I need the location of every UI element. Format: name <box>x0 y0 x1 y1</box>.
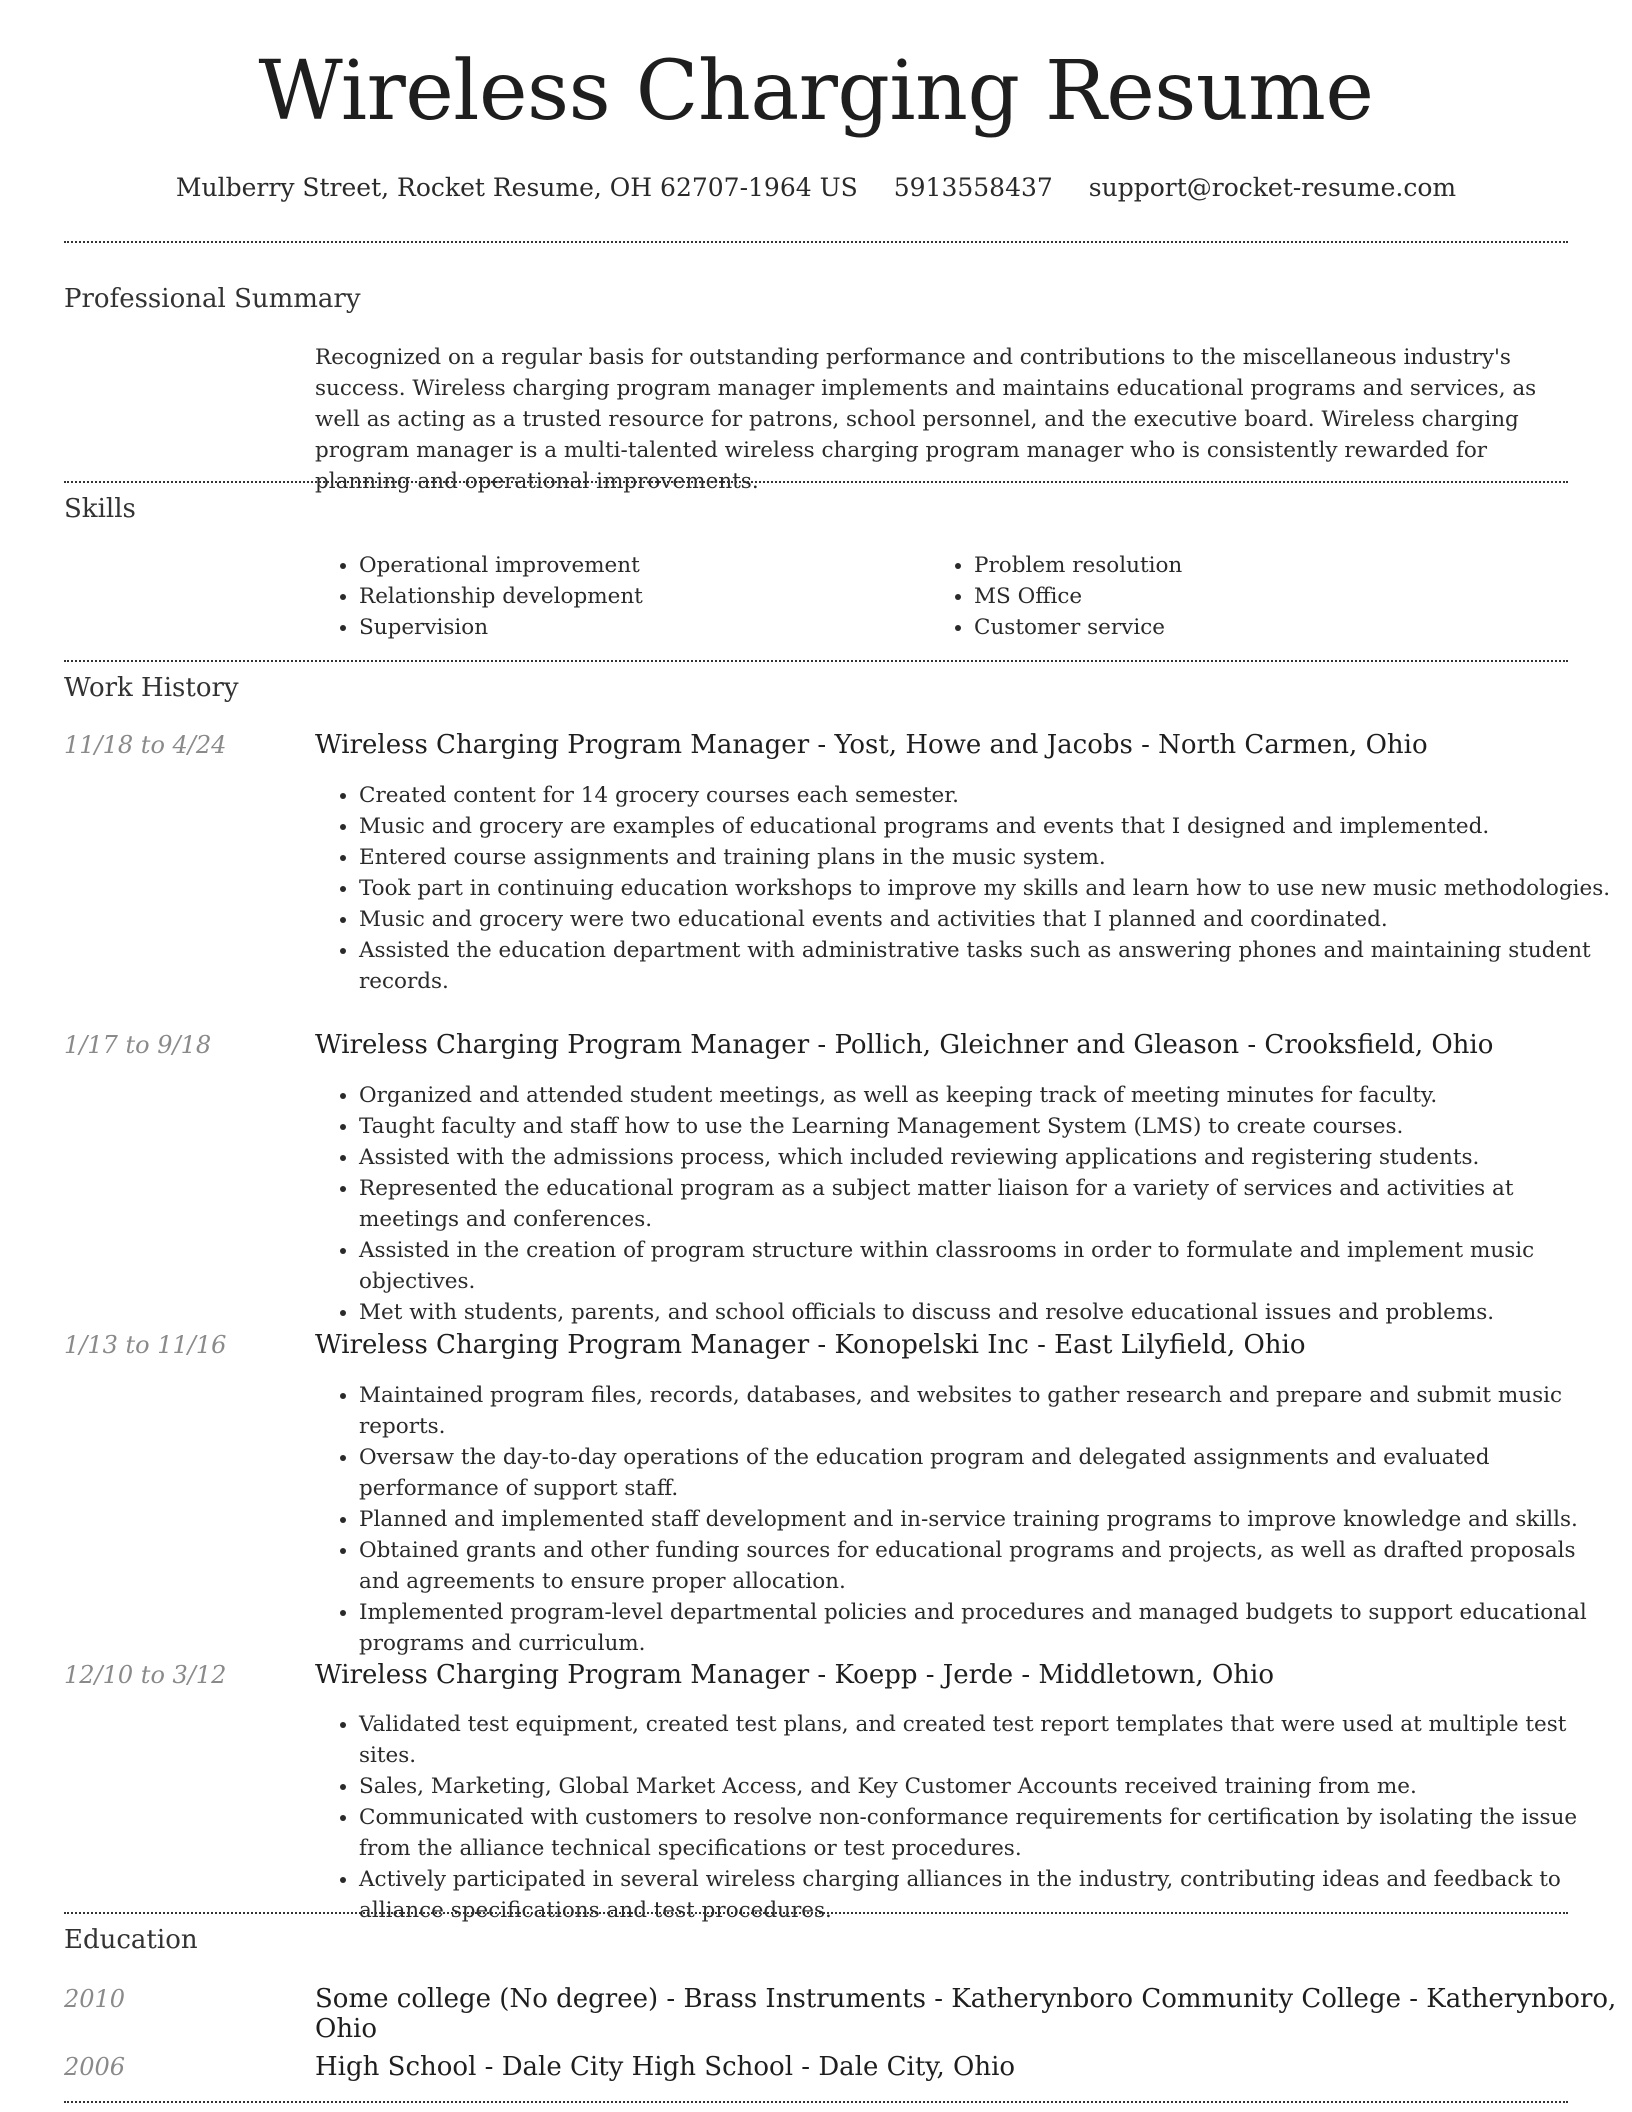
contact-address: Mulberry Street, Rocket Resume, OH 62707-1964 US <box>175 173 858 202</box>
job-title: Wireless Charging Program Manager - Koepp - Jerde - Middletown, Ohio <box>315 1660 1274 1690</box>
section-title-work: Work History <box>64 673 239 703</box>
list-item: • Maintained program files, records, databases, and websites to gather research and prepare and submit music reports. <box>359 1380 1611 1442</box>
list-item: • Communicated with customers to resolve non-conformance requirements for certification by isolating the issue from the alliance technical specifications or test procedures. <box>359 1802 1611 1864</box>
list-item: • Taught faculty and staff how to use the Learning Management System (LMS) to create courses. <box>359 1111 1611 1142</box>
list-item: • Met with students, parents, and school officials to discuss and resolve educational issues and problems. <box>359 1297 1611 1328</box>
job-dates: 12/10 to 3/12 <box>64 1661 227 1689</box>
education-entry: High School - Dale City High School - Dale City, Ohio <box>315 2052 1016 2082</box>
job-title: Wireless Charging Program Manager - Konopelski Inc - East Lilyfield, Ohio <box>315 1330 1306 1360</box>
skills-list-right <box>930 550 1574 643</box>
education-year: 2010 <box>64 1985 126 2013</box>
job-bullets <box>315 1709 1611 1926</box>
divider <box>64 2101 1568 2103</box>
skill-item: • Supervision <box>359 612 919 643</box>
list-item: • Took part in continuing education workshops to improve my skills and learn how to use new music methodologies. <box>359 873 1611 904</box>
list-item: • Assisted in the creation of program structure within classrooms in order to formulate and implement music objectives. <box>359 1235 1611 1297</box>
list-item: • Oversaw the day-to-day operations of the education program and delegated assignments and evaluated performance of support staff. <box>359 1442 1611 1504</box>
education-year: 2006 <box>64 2053 126 2081</box>
job-title: Wireless Charging Program Manager - Yost, Howe and Jacobs - North Carmen, Ohio <box>315 730 1428 760</box>
list-item: • Represented the educational program as a subject matter liaison for a variety of services and activities at meetings and conferences. <box>359 1173 1611 1235</box>
list-item: • Actively participated in several wireless charging alliances in the industry, contributing ideas and feedback to alliance specifications and test procedures. <box>359 1864 1611 1926</box>
divider <box>64 241 1568 243</box>
section-title-education: Education <box>64 1925 198 1955</box>
page-title: Wireless Charging Resume <box>258 44 1374 139</box>
divider <box>64 1912 1568 1914</box>
skill-item: • Problem resolution <box>974 550 1574 581</box>
list-item: • Organized and attended student meetings, as well as keeping track of meeting minutes for faculty. <box>359 1080 1611 1111</box>
summary-text: Recognized on a regular basis for outstanding performance and contributions to the miscellaneous industry's success. Wireless charging program manager implements and maintains educational programs and services, as well as acting as a trusted resource for patrons, school personnel, and the executive board. Wireless charging program manager is a multi-talented wireless charging program manager who is consistently rewarded for planning and operational improvements. <box>315 345 1537 494</box>
skills-list-left <box>315 550 919 643</box>
list-item: • Obtained grants and other funding sources for educational programs and projects, as well as drafted proposals and agreements to ensure proper allocation. <box>359 1535 1611 1597</box>
list-item: • Music and grocery were two educational events and activities that I planned and coordinated. <box>359 904 1611 935</box>
list-item: • Assisted the education department with administrative tasks such as answering phones and maintaining student records. <box>359 935 1611 997</box>
list-item: • Created content for 14 grocery courses each semester. <box>359 780 1611 811</box>
list-item: • Entered course assignments and training plans in the music system. <box>359 842 1611 873</box>
list-item: • Sales, Marketing, Global Market Access, and Key Customer Accounts received training from me. <box>359 1771 1611 1802</box>
list-item: • Implemented program-level departmental policies and procedures and managed budgets to support educational programs and curriculum. <box>359 1597 1611 1659</box>
job-bullets <box>315 1080 1611 1328</box>
skill-item: • Customer service <box>974 612 1574 643</box>
contact-email: support@rocket-resume.com <box>1088 173 1457 202</box>
section-title-skills: Skills <box>64 494 136 524</box>
job-bullets <box>315 780 1611 997</box>
divider <box>64 481 1568 483</box>
job-dates: 1/17 to 9/18 <box>64 1031 212 1059</box>
section-title-summary: Professional Summary <box>64 284 361 314</box>
list-item: • Music and grocery are examples of educational programs and events that I designed and implemented. <box>359 811 1611 842</box>
job-dates: 1/13 to 11/16 <box>64 1331 227 1359</box>
contact-phone: 5913558437 <box>893 173 1053 202</box>
list-item: • Validated test equipment, created test plans, and created test report templates that were used at multiple test sites. <box>359 1709 1611 1771</box>
skill-item: • Relationship development <box>359 581 919 612</box>
contact-line <box>0 173 1632 202</box>
job-title: Wireless Charging Program Manager - Pollich, Gleichner and Gleason - Crooksfield, Ohio <box>315 1030 1494 1060</box>
list-item: • Planned and implemented staff development and in-service training programs to improve knowledge and skills. <box>359 1504 1611 1535</box>
divider <box>64 660 1568 662</box>
education-entry: Some college (No degree) - Brass Instruments - Katherynboro Community College - Katherynboro, Ohio <box>315 1984 1617 2044</box>
skill-item: • Operational improvement <box>359 550 919 581</box>
job-bullets <box>315 1380 1611 1659</box>
job-dates: 11/18 to 4/24 <box>64 731 227 759</box>
list-item: • Assisted with the admissions process, which included reviewing applications and registering students. <box>359 1142 1611 1173</box>
skill-item: • MS Office <box>974 581 1574 612</box>
